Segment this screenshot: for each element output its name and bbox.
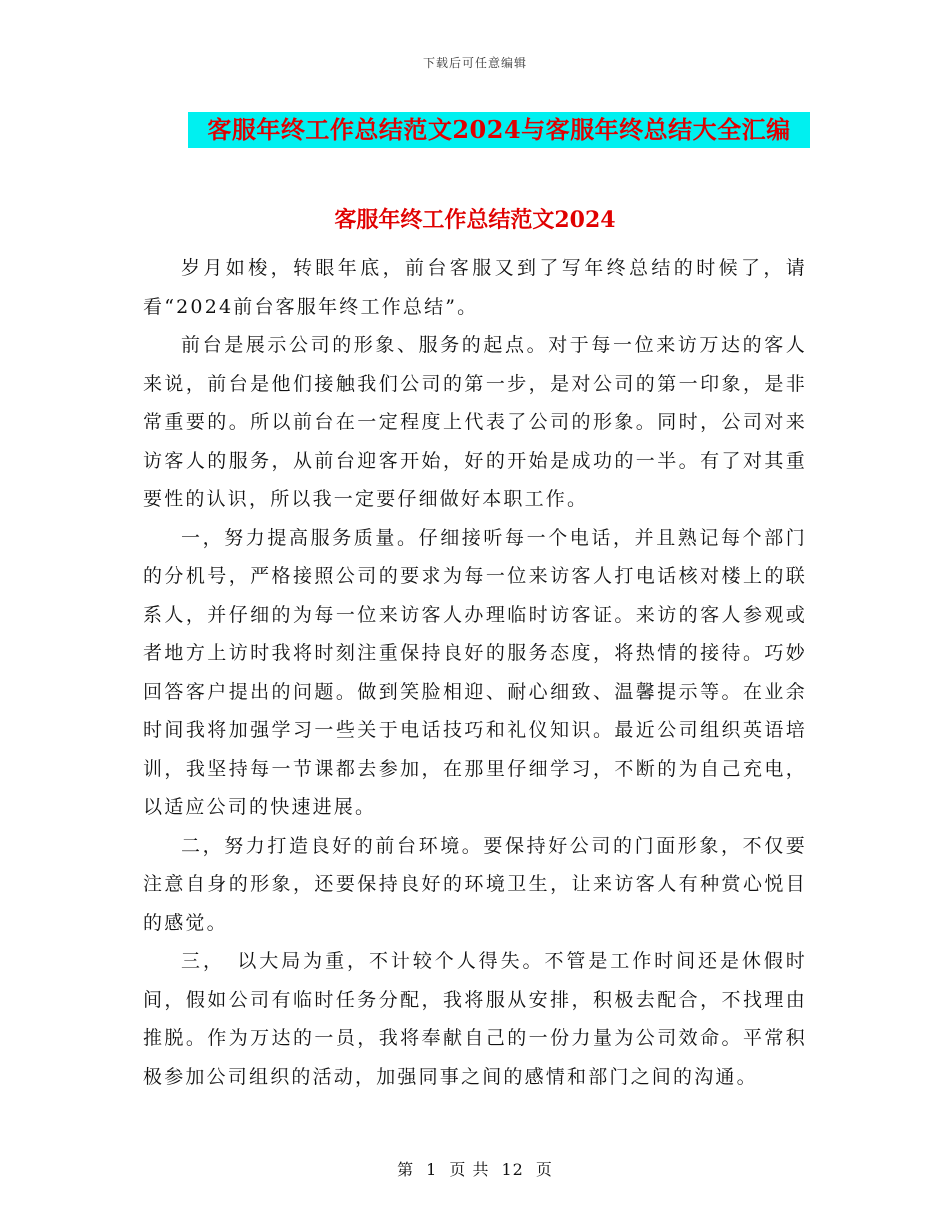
paragraph-service-quality: 一，努力提高服务质量。仔细接听每一个电话，并且熟记每个部门的分机号，严格接照公司的要求为每一位来访客人打电话核对楼上的联系人，并仔细的为每一位来访客人办理临时访客证。来访的客人参观或者地方上访时我将时刻注重保持良好的服务态度，将热情的接待。巧妙回答客户提出的问题。做到笑脸相迎、耐心细致、温馨提示等。在业余时间我将加强学习一些关于电话技巧和礼仪知识。最近公司组织英语培训，我坚持每一节课都去参加，在那里仔细学习，不断的为自己充电，以适应公司的快速进展。	[143, 526, 807, 818]
document-body	[143, 249, 807, 1096]
paragraph-teamwork: 三， 以大局为重，不计较个人得失。不管是工作时间还是休假时间，假如公司有临时任务分配，我将服从安排，积极去配合，不找理由推脱。作为万达的一员，我将奉献自己的一份力量为公司效命。平常积极参加公司组织的活动，加强同事之间的感情和部门之间的沟通。	[143, 950, 807, 1088]
paragraph-front-desk-role: 前台是展示公司的形象、服务的起点。对于每一位来访万达的客人来说，前台是他们接触我们公司的第一步，是对公司的第一印象，是非常重要的。所以前台在一定程度上代表了公司的形象。同时，公司对来访客人的服务，从前台迎客开始，好的开始是成功的一半。有了对其重要性的认识，所以我一定要仔细做好本职工作。	[143, 334, 807, 510]
page-footer	[0, 1157, 950, 1180]
paragraph-environment: 二，努力打造良好的前台环境。要保持好公司的门面形象，不仅要注意自身的形象，还要保持良好的环境卫生，让来访客人有种赏心悦目的感觉。	[143, 834, 807, 934]
footer-total-pages: 12	[501, 1160, 524, 1179]
footer-middle: 页 共	[449, 1160, 490, 1179]
section-title: 客服年终工作总结范文2024	[334, 207, 616, 233]
main-title: 客服年终工作总结范文2024与客服年终总结大全汇编	[207, 115, 791, 144]
footer-page-number: 1	[426, 1160, 438, 1179]
paragraph-intro: 岁月如梭，转眼年底，前台客服又到了写年终总结的时候了，请看“2024前台客服年终工作总结”。	[143, 257, 807, 318]
header-note: 下载后可任意编辑	[422, 56, 527, 70]
main-title-highlight	[188, 112, 810, 148]
footer-suffix: 页	[535, 1160, 553, 1179]
footer-prefix: 第	[397, 1160, 415, 1179]
